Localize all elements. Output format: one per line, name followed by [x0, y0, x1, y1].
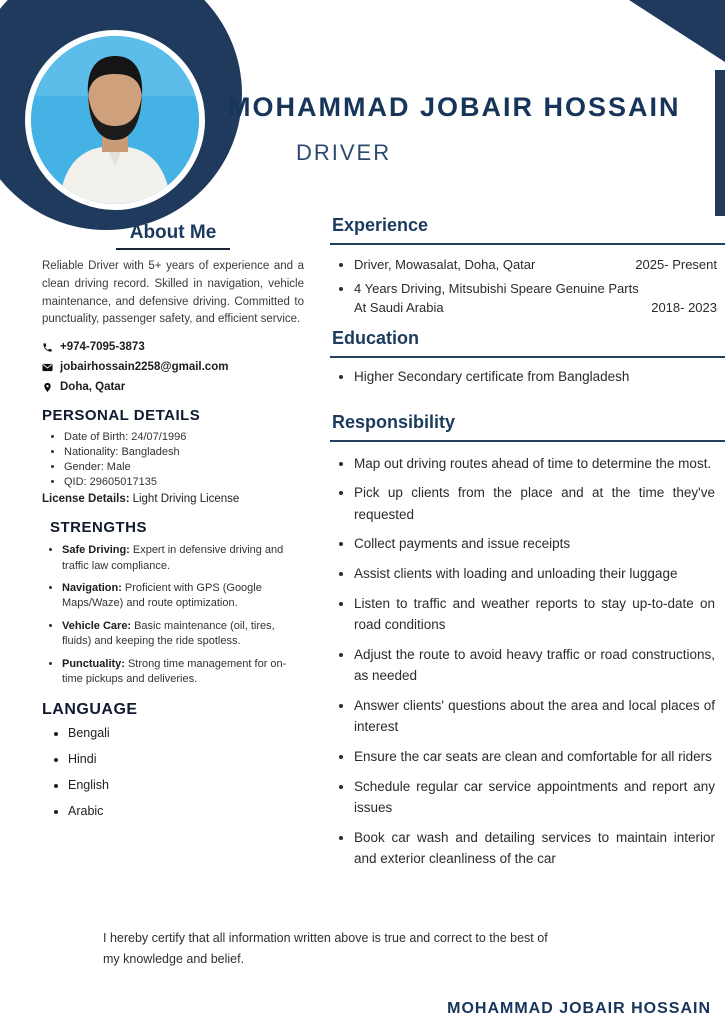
- location-pin-icon: [42, 382, 53, 393]
- license-label: License Details:: [42, 493, 130, 506]
- strength-label: Navigation:: [62, 582, 122, 595]
- experience-heading: Experience: [332, 215, 429, 235]
- strengths-list: [42, 543, 304, 687]
- job-title: DRIVER: [296, 140, 392, 165]
- responsibility-item: • Collect payments and issue receipts: [354, 533, 715, 555]
- corner-triangle-decoration: [629, 0, 725, 62]
- contact-row-phone: [42, 341, 304, 353]
- experience-item: [354, 280, 717, 318]
- signature-name: MOHAMMAD JOBAIR HOSSAIN: [447, 1000, 711, 1017]
- experience-date: 2018- 2023: [651, 299, 717, 315]
- detail-item: • QID: 29605017135: [64, 476, 304, 488]
- contact-list: [42, 341, 304, 393]
- about-heading-wrap: [42, 222, 304, 250]
- contact-row-location: [42, 381, 304, 393]
- responsibility-item: • Book car wash and detailing services to maintain interior and exterior cleanliness of the car: [354, 827, 715, 870]
- email-address: jobairhossain2258@gmail.com: [60, 361, 229, 374]
- about-text: Reliable Driver with 5+ years of experience and a clean driving record. Skilled in navigation, vehicle maintenance, and defensive driving. Committed to punctuality, passenger safety, and efficient service.: [42, 260, 304, 326]
- responsibility-heading: Responsibility: [332, 411, 456, 432]
- language-item: • Arabic: [68, 804, 304, 818]
- portrait-photo-illustration: [31, 36, 199, 204]
- strength-text: Expert in defensive driving and traffic law compliance.: [62, 544, 284, 572]
- strength-text: Proficient with GPS (Google Maps/Waze) and route optimization.: [62, 582, 262, 610]
- right-column: [330, 215, 725, 878]
- license-value: Light Driving License: [132, 493, 240, 506]
- avatar: [25, 30, 205, 210]
- language-item: • Bengali: [68, 726, 304, 740]
- strength-item: [62, 581, 304, 612]
- certification-text: I hereby certify that all information written above is true and correct to the best of my knowledge and belief.: [103, 931, 548, 966]
- experience-rule: [330, 243, 725, 245]
- strength-label: Punctuality:: [62, 657, 125, 670]
- responsibility-item: • Answer clients' questions about the area and local places of interest: [354, 695, 715, 738]
- experience-list: [330, 256, 725, 318]
- location-text: Doha, Qatar: [60, 381, 126, 394]
- education-heading: Education: [332, 327, 420, 348]
- responsibility-list: [330, 453, 725, 871]
- responsibility-item: • Map out driving routes ahead of time to determine the most.: [354, 453, 715, 475]
- responsibility-item: • Assist clients with loading and unloading their luggage: [354, 563, 715, 585]
- responsibility-item: • Pick up clients from the place and at the time they've requested: [354, 482, 715, 525]
- license-details: [42, 493, 304, 505]
- experience-date: 2025- Present: [635, 257, 717, 272]
- education-rule: [330, 356, 725, 358]
- experience-text: • Driver, Mowasalat, Doha, Qatar: [354, 257, 536, 272]
- strength-label: Vehicle Care:: [62, 619, 132, 632]
- language-list: [42, 726, 304, 818]
- detail-item: • Date of Birth: 24/07/1996: [64, 431, 304, 443]
- responsibility-item: • Listen to traffic and weather reports to stay up-to-date on road conditions: [354, 593, 715, 636]
- strengths-heading: STRENGTHS: [50, 519, 148, 537]
- strength-item: [62, 657, 304, 688]
- phone-number: +974-7095-3873: [60, 341, 145, 354]
- responsibility-item: • Ensure the car seats are clean and comfortable for all riders: [354, 746, 715, 768]
- experience-text-line2: At Saudi Arabia: [354, 299, 444, 315]
- strength-item: [62, 619, 304, 650]
- language-item: • English: [68, 778, 304, 792]
- right-edge-bar-decoration: [715, 70, 725, 216]
- strength-text: Strong time management for on-time pickups and deliveries.: [62, 657, 287, 685]
- contact-row-email: [42, 361, 304, 373]
- responsibility-item: • Adjust the route to avoid heavy traffic or road constructions, as needed: [354, 644, 715, 687]
- responsibility-rule: [330, 440, 725, 442]
- detail-item: • Gender: Male: [64, 461, 304, 473]
- responsibility-item: • Schedule regular car service appointments and report any issues: [354, 776, 715, 819]
- phone-icon: [42, 342, 53, 353]
- envelope-icon: [42, 362, 53, 373]
- education-list: [330, 369, 725, 384]
- strength-item: [62, 543, 304, 574]
- strength-text: Basic maintenance (oil, tires, fluids) and keeping the ride spotless.: [62, 619, 275, 648]
- strength-label: Safe Driving:: [62, 544, 130, 557]
- personal-details-heading: PERSONAL DETAILS: [42, 407, 201, 425]
- about-heading: About Me: [116, 222, 231, 250]
- language-heading: LANGUAGE: [42, 701, 138, 719]
- left-column: [42, 222, 304, 830]
- detail-item: • Nationality: Bangladesh: [64, 446, 304, 458]
- language-item: • Hindi: [68, 752, 304, 766]
- education-item: • Higher Secondary certificate from Bangladesh: [354, 369, 717, 384]
- personal-details-list: [42, 431, 304, 488]
- experience-item: [354, 256, 717, 275]
- page-title: MOHAMMAD JOBAIR HOSSAIN: [228, 92, 681, 122]
- experience-text: • 4 Years Driving, Mitsubishi Speare Genuine Parts: [354, 280, 639, 296]
